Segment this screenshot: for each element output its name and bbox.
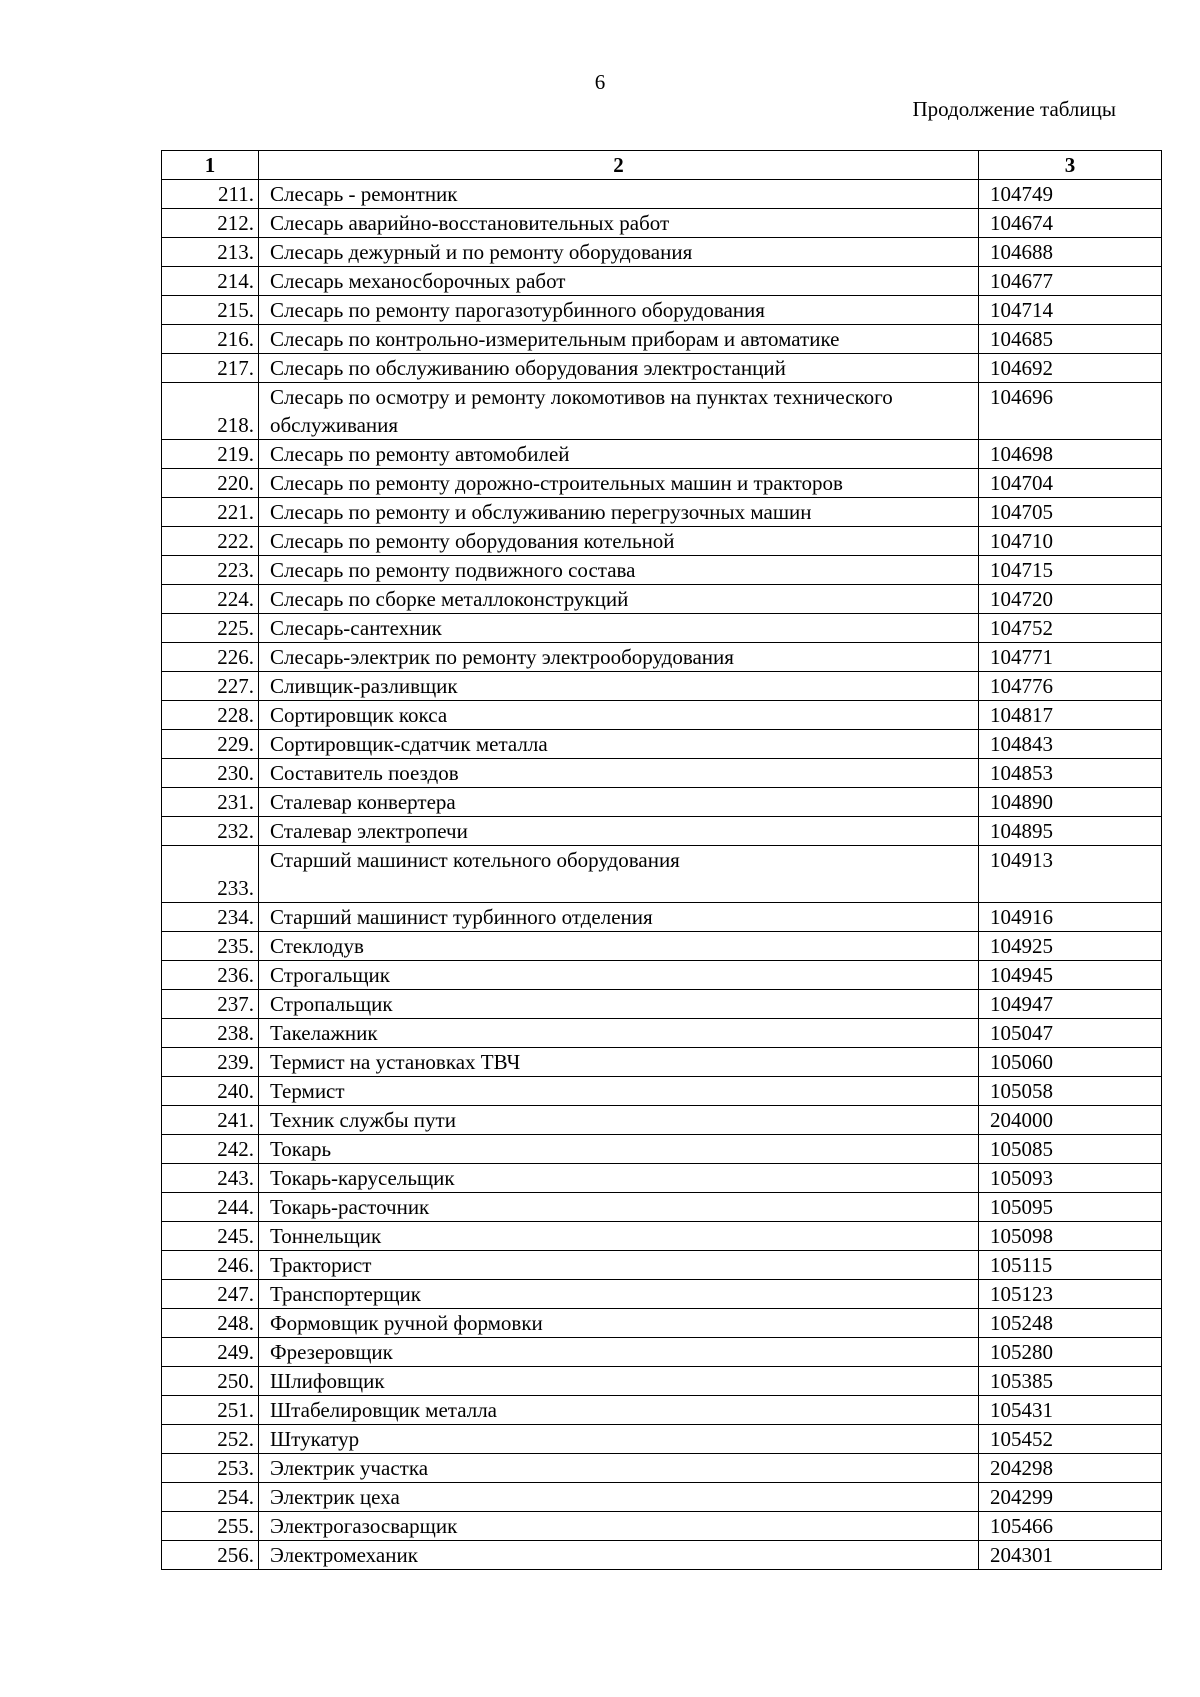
- profession-code: 104696: [979, 383, 1162, 440]
- table-row: [162, 440, 1162, 469]
- profession-name: Электрик участка: [259, 1454, 979, 1483]
- profession-code: 104720: [979, 585, 1162, 614]
- profession-name: Слесарь - ремонтник: [259, 180, 979, 209]
- table-row: [162, 469, 1162, 498]
- profession-name: Сортировщик кокса: [259, 701, 979, 730]
- profession-code: 105123: [979, 1280, 1162, 1309]
- table-row: [162, 759, 1162, 788]
- row-number: 219.: [162, 440, 259, 469]
- profession-name: Термист на установках ТВЧ: [259, 1048, 979, 1077]
- profession-code: 104749: [979, 180, 1162, 209]
- profession-code: 105060: [979, 1048, 1162, 1077]
- profession-code: 104925: [979, 932, 1162, 961]
- table-row: [162, 1164, 1162, 1193]
- profession-name: Токарь: [259, 1135, 979, 1164]
- profession-code: 104685: [979, 325, 1162, 354]
- profession-code: 104817: [979, 701, 1162, 730]
- profession-name: Такелажник: [259, 1019, 979, 1048]
- table-row: [162, 585, 1162, 614]
- table-row: [162, 296, 1162, 325]
- row-number: 223.: [162, 556, 259, 585]
- profession-name: Слесарь по контрольно-измерительным приборам и автоматике: [259, 325, 979, 354]
- row-number: 238.: [162, 1019, 259, 1048]
- row-number: 240.: [162, 1077, 259, 1106]
- table-row: [162, 932, 1162, 961]
- row-number: 232.: [162, 817, 259, 846]
- profession-table: [161, 150, 1162, 1570]
- row-number: 234.: [162, 903, 259, 932]
- profession-name: Слесарь аварийно-восстановительных работ: [259, 209, 979, 238]
- table-row: [162, 672, 1162, 701]
- header-row: [162, 151, 1162, 180]
- page-number: 6: [594, 70, 606, 94]
- header-col-1: 1: [162, 151, 259, 180]
- profession-name: Сталевар конвертера: [259, 788, 979, 817]
- row-number: 222.: [162, 527, 259, 556]
- profession-code: 104705: [979, 498, 1162, 527]
- row-number: 235.: [162, 932, 259, 961]
- table-row: [162, 1367, 1162, 1396]
- table-row: [162, 730, 1162, 759]
- row-number: 211.: [162, 180, 259, 209]
- profession-code: 105280: [979, 1338, 1162, 1367]
- profession-code: 105466: [979, 1512, 1162, 1541]
- profession-name: Старший машинист турбинного отделения: [259, 903, 979, 932]
- table-row: [162, 701, 1162, 730]
- profession-code: 105093: [979, 1164, 1162, 1193]
- profession-name: Составитель поездов: [259, 759, 979, 788]
- table-row: [162, 1483, 1162, 1512]
- row-number: 247.: [162, 1280, 259, 1309]
- row-number: 255.: [162, 1512, 259, 1541]
- table-row: [162, 498, 1162, 527]
- table-row: [162, 961, 1162, 990]
- profession-code: 204301: [979, 1541, 1162, 1570]
- profession-code: 104688: [979, 238, 1162, 267]
- profession-name: Старший машинист котельного оборудования: [259, 846, 979, 903]
- profession-code: 104715: [979, 556, 1162, 585]
- row-number: 214.: [162, 267, 259, 296]
- row-number: 244.: [162, 1193, 259, 1222]
- row-number: 226.: [162, 643, 259, 672]
- profession-code: 204000: [979, 1106, 1162, 1135]
- row-number: 228.: [162, 701, 259, 730]
- profession-code: 104895: [979, 817, 1162, 846]
- profession-name: Слесарь-электрик по ремонту электрооборудования: [259, 643, 979, 672]
- row-number: 248.: [162, 1309, 259, 1338]
- profession-code: 104714: [979, 296, 1162, 325]
- table-row: [162, 383, 1162, 440]
- profession-code: 105385: [979, 1367, 1162, 1396]
- row-number: 216.: [162, 325, 259, 354]
- row-number: 213.: [162, 238, 259, 267]
- profession-name: Слесарь дежурный и по ремонту оборудования: [259, 238, 979, 267]
- row-number: 246.: [162, 1251, 259, 1280]
- profession-name: Токарь-расточник: [259, 1193, 979, 1222]
- row-number: 249.: [162, 1338, 259, 1367]
- row-number: 241.: [162, 1106, 259, 1135]
- profession-name: Слесарь механосборочных работ: [259, 267, 979, 296]
- profession-code: 104913: [979, 846, 1162, 903]
- profession-code: 104704: [979, 469, 1162, 498]
- profession-code: 105085: [979, 1135, 1162, 1164]
- row-number: 236.: [162, 961, 259, 990]
- profession-code: 105058: [979, 1077, 1162, 1106]
- table-row: [162, 1338, 1162, 1367]
- profession-code: 105452: [979, 1425, 1162, 1454]
- table-row: [162, 209, 1162, 238]
- table-row: [162, 1425, 1162, 1454]
- table-row: [162, 846, 1162, 903]
- profession-name: Термист: [259, 1077, 979, 1106]
- row-number: 225.: [162, 614, 259, 643]
- row-number: 237.: [162, 990, 259, 1019]
- profession-code: 204299: [979, 1483, 1162, 1512]
- profession-name: Слесарь по ремонту и обслуживанию перегрузочных машин: [259, 498, 979, 527]
- table-row: [162, 325, 1162, 354]
- profession-name: Техник службы пути: [259, 1106, 979, 1135]
- row-number: 250.: [162, 1367, 259, 1396]
- profession-name: Слесарь по ремонту автомобилей: [259, 440, 979, 469]
- profession-name: Электромеханик: [259, 1541, 979, 1570]
- profession-name: Электрик цеха: [259, 1483, 979, 1512]
- profession-name: Транспортерщик: [259, 1280, 979, 1309]
- profession-name: Слесарь по ремонту дорожно-строительных машин и тракторов: [259, 469, 979, 498]
- continuation-label: Продолжение таблицы: [912, 97, 1116, 121]
- table-row: [162, 1309, 1162, 1338]
- profession-code: 105248: [979, 1309, 1162, 1338]
- profession-code: 104674: [979, 209, 1162, 238]
- table-row: [162, 1251, 1162, 1280]
- profession-name: Стропальщик: [259, 990, 979, 1019]
- row-number: 217.: [162, 354, 259, 383]
- table-row: [162, 788, 1162, 817]
- profession-name: Шлифовщик: [259, 1367, 979, 1396]
- table-row: [162, 180, 1162, 209]
- table-row: [162, 1019, 1162, 1048]
- table-row: [162, 1135, 1162, 1164]
- header-col-3: 3: [979, 151, 1162, 180]
- table-row: [162, 1193, 1162, 1222]
- profession-name: Формовщик ручной формовки: [259, 1309, 979, 1338]
- row-number: 254.: [162, 1483, 259, 1512]
- table-row: [162, 990, 1162, 1019]
- table-row: [162, 1077, 1162, 1106]
- row-number: 233.: [162, 846, 259, 903]
- row-number: 256.: [162, 1541, 259, 1570]
- profession-code: 204298: [979, 1454, 1162, 1483]
- profession-code: 104945: [979, 961, 1162, 990]
- profession-code: 104771: [979, 643, 1162, 672]
- table-row: [162, 1396, 1162, 1425]
- profession-name: Слесарь по обслуживанию оборудования электростанций: [259, 354, 979, 383]
- row-number: 243.: [162, 1164, 259, 1193]
- profession-code: 104843: [979, 730, 1162, 759]
- table-header: [162, 151, 1162, 180]
- profession-name: Слесарь по ремонту подвижного состава: [259, 556, 979, 585]
- table-row: [162, 1106, 1162, 1135]
- table-row: [162, 556, 1162, 585]
- profession-code: 104752: [979, 614, 1162, 643]
- table-row: [162, 1280, 1162, 1309]
- profession-name: Строгальщик: [259, 961, 979, 990]
- profession-name: Стеклодув: [259, 932, 979, 961]
- profession-name: Слесарь по осмотру и ремонту локомотивов на пунктах технического обслуживания: [259, 383, 979, 440]
- profession-name: Сталевар электропечи: [259, 817, 979, 846]
- profession-name: Штабелировщик металла: [259, 1396, 979, 1425]
- profession-code: 105095: [979, 1193, 1162, 1222]
- profession-code: 104916: [979, 903, 1162, 932]
- table-row: [162, 1512, 1162, 1541]
- profession-name: Токарь-карусельщик: [259, 1164, 979, 1193]
- table-row: [162, 1222, 1162, 1251]
- row-number: 212.: [162, 209, 259, 238]
- row-number: 242.: [162, 1135, 259, 1164]
- table-row: [162, 643, 1162, 672]
- table-row: [162, 1048, 1162, 1077]
- profession-name: Слесарь по сборке металлоконструкций: [259, 585, 979, 614]
- table-row: [162, 903, 1162, 932]
- row-number: 218.: [162, 383, 259, 440]
- row-number: 221.: [162, 498, 259, 527]
- row-number: 251.: [162, 1396, 259, 1425]
- row-number: 231.: [162, 788, 259, 817]
- profession-code: 104853: [979, 759, 1162, 788]
- row-number: 245.: [162, 1222, 259, 1251]
- profession-code: 104698: [979, 440, 1162, 469]
- row-number: 239.: [162, 1048, 259, 1077]
- row-number: 253.: [162, 1454, 259, 1483]
- table-row: [162, 238, 1162, 267]
- profession-name: Слесарь по ремонту оборудования котельной: [259, 527, 979, 556]
- profession-name: Штукатур: [259, 1425, 979, 1454]
- row-number: 230.: [162, 759, 259, 788]
- profession-code: 104677: [979, 267, 1162, 296]
- profession-name: Слесарь по ремонту парогазотурбинного оборудования: [259, 296, 979, 325]
- profession-code: 104710: [979, 527, 1162, 556]
- profession-code: 105047: [979, 1019, 1162, 1048]
- profession-name: Слесарь-сантехник: [259, 614, 979, 643]
- table-row: [162, 527, 1162, 556]
- row-number: 215.: [162, 296, 259, 325]
- profession-code: 105098: [979, 1222, 1162, 1251]
- table-row: [162, 614, 1162, 643]
- profession-name: Сливщик-разливщик: [259, 672, 979, 701]
- profession-code: 104776: [979, 672, 1162, 701]
- profession-code: 105431: [979, 1396, 1162, 1425]
- profession-name: Тракторист: [259, 1251, 979, 1280]
- row-number: 229.: [162, 730, 259, 759]
- table-row: [162, 817, 1162, 846]
- profession-code: 104890: [979, 788, 1162, 817]
- header-col-2: 2: [259, 151, 979, 180]
- row-number: 224.: [162, 585, 259, 614]
- profession-name: Фрезеровщик: [259, 1338, 979, 1367]
- table-row: [162, 1454, 1162, 1483]
- row-number: 227.: [162, 672, 259, 701]
- profession-name: Тоннельщик: [259, 1222, 979, 1251]
- profession-name: Сортировщик-сдатчик металла: [259, 730, 979, 759]
- profession-code: 104692: [979, 354, 1162, 383]
- table-row: [162, 354, 1162, 383]
- row-number: 220.: [162, 469, 259, 498]
- profession-name: Электрогазосварщик: [259, 1512, 979, 1541]
- row-number: 252.: [162, 1425, 259, 1454]
- table-body: [162, 180, 1162, 1570]
- profession-code: 104947: [979, 990, 1162, 1019]
- table-row: [162, 267, 1162, 296]
- table-row: [162, 1541, 1162, 1570]
- profession-code: 105115: [979, 1251, 1162, 1280]
